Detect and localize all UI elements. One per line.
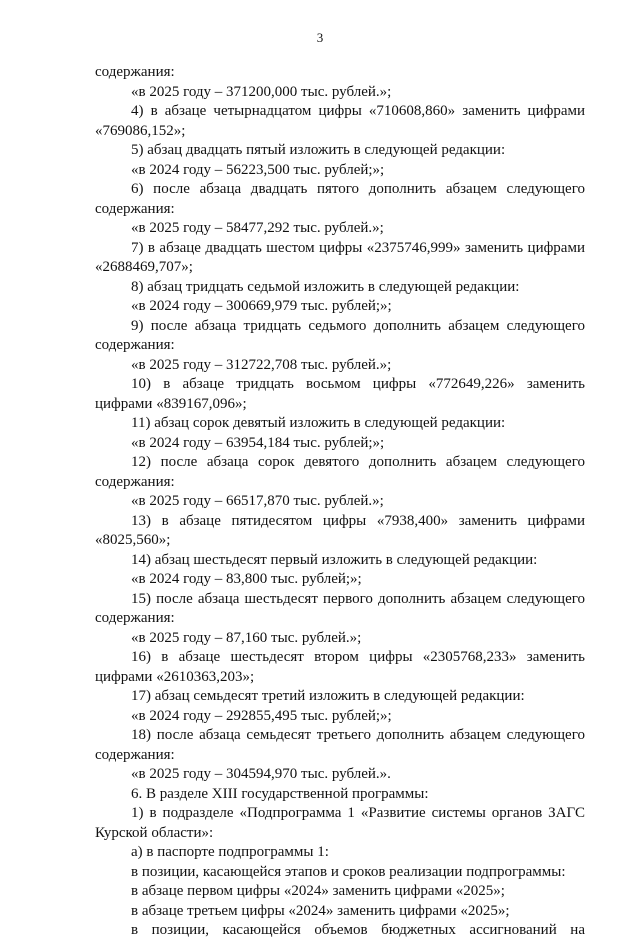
text-line: 1) в подразделе «Подпрограмма 1 «Развитие системы органов ЗАГС [131,805,585,821]
text-line: 9) после абзаца тридцать седьмого дополнить абзацем следующего [131,317,585,334]
text-line: «в 2025 году – 87,160 тыс. рублей.»; [131,629,362,646]
text-line: 14) абзац шестьдесят первый изложить в следующей редакции: [131,551,538,568]
document-body [95,63,585,941]
text-line: содержания: [95,610,175,626]
text-line: «769086,152»; [95,122,186,139]
text-line: в позиции, касающейся объемов бюджетных ассигнований на [131,922,585,938]
text-line: содержания: [95,64,175,80]
text-line: «в 2025 году – 66517,870 тыс. рублей.»; [131,493,384,509]
text-line: в абзаце третьем цифры «2024» заменить цифрами «2025»; [131,902,510,919]
text-line: 4) в абзаце четырнадцатом цифры «710608,860» заменить цифрами [131,103,585,119]
text-line: «в 2024 году – 63954,184 тыс. рублей;»; [131,434,385,451]
text-line: «8025,560»; [95,532,171,548]
text-line: 6) после абзаца двадцать пятого дополнить абзацем следующего [131,181,585,197]
text-line: 17) абзац семьдесят третий изложить в следующей редакции: [131,688,525,704]
text-line: цифрами «839167,096»; [95,395,247,412]
text-line: «в 2025 году – 371200,000 тыс. рублей.»; [131,83,392,100]
text-line: Курской области»: [95,824,214,841]
page-number: 3 [316,30,324,45]
text-line: «2688469,707»; [95,259,193,275]
text-line: 15) после абзаца шестьдесят первого дополнить абзацем следующего [131,590,585,607]
text-line: 11) абзац сорок девятый изложить в следующей редакции: [131,415,506,431]
text-line: в позиции, касающейся этапов и сроков реализации подпрограммы: [131,863,566,880]
text-line: 7) в абзаце двадцать шестом цифры «2375746,999» заменить цифрами [131,239,585,256]
text-line: а) в паспорте подпрограммы 1: [131,844,329,860]
text-line: 10) в абзаце тридцать восьмом цифры «772649,226» заменить [131,376,585,392]
text-line: «в 2024 году – 292855,495 тыс. рублей;»; [131,707,392,724]
text-line: «в 2025 году – 312722,708 тыс. рублей.»; [131,356,392,373]
text-line: «в 2024 году – 56223,500 тыс. рублей;»; [131,161,385,178]
text-line: «в 2025 году – 304594,970 тыс. рублей.». [131,766,391,782]
text-line: «в 2024 году – 300669,979 тыс. рублей;»; [131,298,392,314]
text-line: 5) абзац двадцать пятый изложить в следующей редакции: [131,142,506,158]
text-line: цифрами «2610363,203»; [95,668,255,685]
text-line: «в 2025 году – 58477,292 тыс. рублей.»; [131,220,384,236]
text-line: 18) после абзаца семьдесят третьего дополнить абзацем следующего [131,727,585,743]
text-line: 13) в абзаце пятидесятом цифры «7938,400» заменить цифрами [131,512,585,529]
text-line: 12) после абзаца сорок девятого дополнить абзацем следующего [131,454,585,470]
text-line: содержания: [95,200,175,217]
text-line: содержания: [95,337,175,353]
text-line: содержания: [95,473,175,490]
text-line: 16) в абзаце шестьдесят втором цифры «2305768,233» заменить [131,649,585,665]
text-line: содержания: [95,746,175,763]
text-line: 6. В разделе XIII государственной программы: [131,785,429,802]
text-line: «в 2024 году – 83,800 тыс. рублей;»; [131,571,362,587]
text-line: 8) абзац тридцать седьмой изложить в следующей редакции: [131,278,520,295]
text-line: в абзаце первом цифры «2024» заменить цифрами «2025»; [131,883,505,899]
